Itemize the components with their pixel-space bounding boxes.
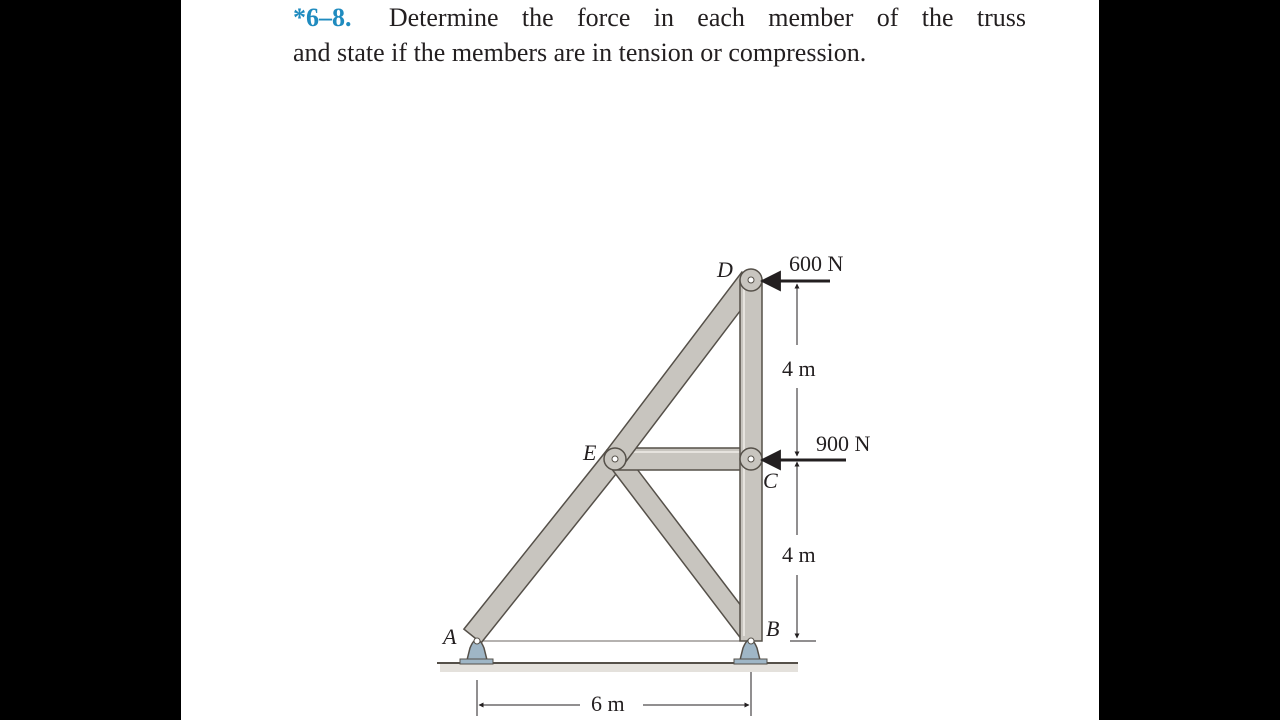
problem-word: of: [876, 3, 899, 32]
problem-word: the: [521, 3, 554, 32]
label-joint-d: D: [717, 257, 733, 282]
label-load-600: 600 N: [789, 251, 844, 276]
joint-d: [740, 269, 762, 291]
member-eb: [608, 452, 758, 640]
label-load-900: 900 N: [816, 431, 871, 456]
support-b: [734, 638, 767, 664]
textbook-page: [181, 0, 1099, 720]
label-joint-e: E: [583, 440, 597, 465]
problem-line-2: and state if the members are in tension or compression.: [293, 38, 867, 67]
problem-word: in: [653, 3, 674, 32]
label-joint-b: B: [766, 616, 780, 641]
joint-e: [604, 448, 626, 470]
truss-figure: [181, 0, 1099, 720]
member-ed: [607, 272, 759, 464]
problem-word: member: [768, 3, 854, 32]
dimension-vertical: [790, 284, 816, 641]
label-dim-base: 6 m: [591, 691, 625, 716]
problem-word: Determine: [388, 3, 499, 32]
label-joint-c: C: [763, 468, 778, 493]
member-ab-diagonal-ed: [464, 450, 624, 643]
support-a: [460, 638, 493, 664]
problem-word: the: [921, 3, 954, 32]
problem-word: each: [697, 3, 745, 32]
problem-word: force: [576, 3, 631, 32]
label-joint-a: A: [443, 624, 457, 649]
joint-c: [740, 448, 762, 470]
label-dim-lower: 4 m: [782, 542, 816, 567]
problem-number: *6–8.: [293, 3, 352, 32]
problem-word: truss: [976, 3, 1026, 32]
label-dim-upper: 4 m: [782, 356, 816, 381]
